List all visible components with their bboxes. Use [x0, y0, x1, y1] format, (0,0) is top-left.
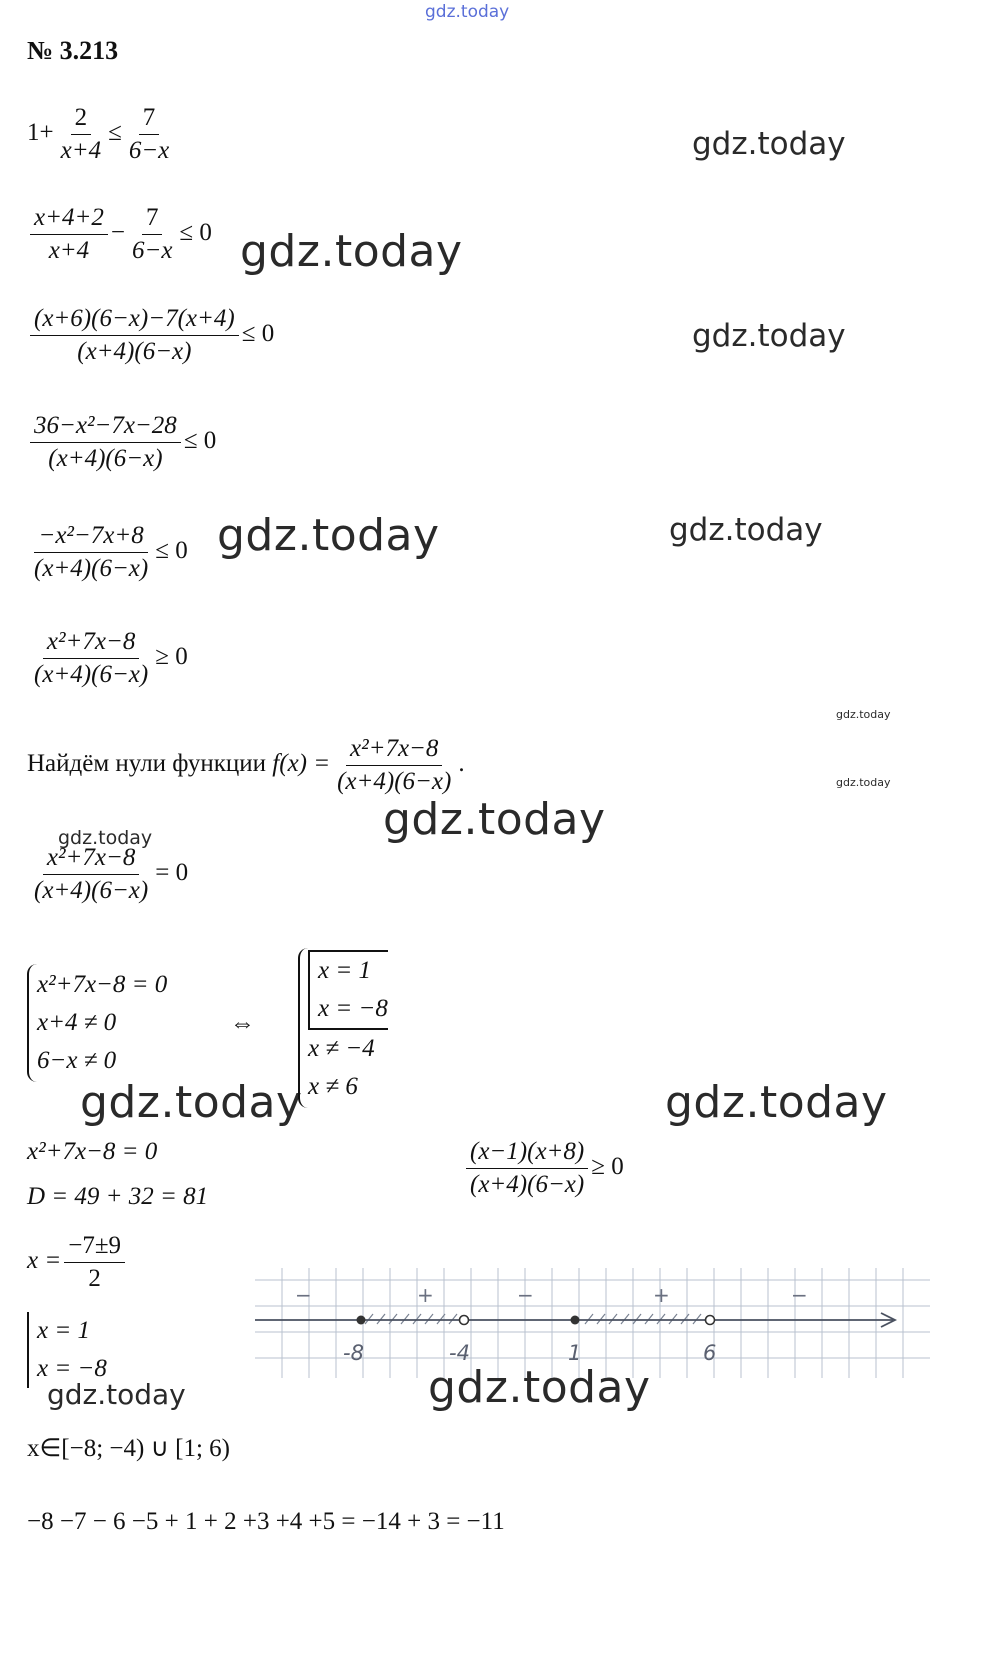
relation: ≥ 0 — [155, 643, 188, 671]
numerator: 36−x²−7x−28 — [30, 412, 181, 443]
number-line — [255, 1268, 930, 1383]
problem-number: № 3.213 — [27, 36, 119, 65]
watermark: gdz.today — [80, 1077, 303, 1128]
fraction — [30, 412, 181, 473]
numerator: 2 — [71, 104, 92, 135]
numerator: 7 — [142, 204, 163, 235]
numerator: 7 — [139, 104, 160, 135]
denominator: (x+4)(6−x) — [34, 555, 149, 582]
period: . — [458, 750, 465, 778]
fraction — [125, 104, 173, 165]
watermark: gdz.today — [692, 318, 846, 354]
inequality-step-4 — [27, 412, 216, 473]
point-label: -8 — [343, 1341, 364, 1365]
system-right — [298, 948, 388, 1108]
sign-label: − — [517, 1283, 534, 1307]
system-left — [27, 964, 167, 1082]
watermark: gdz.today — [428, 1362, 651, 1413]
discriminant: D = 49 + 32 = 81 — [27, 1183, 209, 1210]
point-filled — [571, 1316, 580, 1325]
watermark: gdz.today — [240, 226, 463, 277]
watermark: gdz.today — [58, 827, 153, 849]
system-row: x ≠ −4 — [308, 1035, 375, 1062]
denominator: 6−x — [131, 237, 173, 264]
fraction — [30, 305, 239, 366]
inequality-step-5 — [27, 522, 188, 583]
denominator: (x+4)(6−x) — [337, 768, 452, 795]
term-one: 1+ — [27, 119, 54, 147]
relation: ≤ 0 — [155, 537, 188, 565]
fraction — [30, 204, 108, 265]
denominator: (x+4)(6−x) — [34, 661, 149, 688]
watermark: gdz.today — [217, 510, 440, 561]
relation: ≤ 0 — [241, 320, 275, 348]
quadratic-equation: x²+7x−8 = 0 — [27, 1138, 158, 1165]
fraction — [64, 1232, 125, 1293]
relation: ≤ 0 — [179, 219, 212, 247]
hatching — [365, 1314, 701, 1324]
system-row: x+4 ≠ 0 — [37, 1009, 117, 1036]
point-open — [460, 1316, 469, 1325]
sign-label: − — [791, 1283, 808, 1307]
inequality-step-3 — [27, 305, 274, 366]
function-name: f(x) = — [272, 750, 331, 778]
fraction — [30, 628, 152, 689]
roots-formula — [27, 1232, 128, 1293]
watermark: gdz.today — [836, 708, 891, 721]
fraction — [57, 104, 105, 165]
root-row: x = 1 — [37, 1317, 90, 1344]
sign-label: + — [653, 1283, 670, 1307]
denominator: (x+4)(6−x) — [470, 1171, 585, 1198]
denominator: (x+4)(6−x) — [48, 445, 163, 472]
root-row: x = −8 — [37, 1355, 107, 1382]
system-brace — [298, 948, 388, 1108]
denominator: x+4 — [48, 237, 90, 264]
point-label: -4 — [449, 1341, 470, 1365]
denominator: 2 — [88, 1265, 101, 1292]
roots-lhs: x = — [27, 1247, 62, 1275]
watermark: gdz.today — [665, 1077, 888, 1128]
watermark: gdz.today — [836, 776, 891, 789]
numerator: x²+7x−8 — [346, 735, 442, 766]
point-label: 1 — [568, 1341, 582, 1365]
minus-sign: − — [110, 219, 125, 247]
find-zeros-text: Найдём нули функции — [27, 750, 267, 778]
relation: ≤ — [108, 119, 122, 147]
sign-label: − — [295, 1283, 312, 1307]
fraction — [466, 1138, 588, 1199]
point-label: 6 — [703, 1341, 717, 1365]
numerator: −7±9 — [64, 1232, 125, 1263]
set-bracket — [308, 950, 388, 1030]
watermark: gdz.today — [47, 1378, 186, 1411]
numerator: x²+7x−8 — [43, 844, 139, 875]
relation: = 0 — [155, 859, 189, 887]
inequality-step-2 — [27, 204, 212, 265]
denominator: (x+4)(6−x) — [34, 877, 149, 904]
answer: x∈[−8; −4) ∪ [1; 6) — [27, 1435, 230, 1462]
inequality-step-6 — [27, 628, 188, 689]
inequality-step-1 — [27, 104, 176, 165]
system-row: x = 1 — [318, 957, 371, 984]
numerator: x²+7x−8 — [43, 628, 139, 659]
fraction — [30, 844, 152, 905]
numerator: (x−1)(x+8) — [466, 1138, 588, 1169]
equation-zero — [27, 844, 188, 905]
numerator: x+4+2 — [30, 204, 108, 235]
equivalence-symbol: ⇔ — [230, 1010, 255, 1037]
watermark: gdz.today — [669, 512, 823, 548]
point-open — [706, 1316, 715, 1325]
system-row: 6−x ≠ 0 — [37, 1047, 117, 1074]
factored-inequality — [463, 1138, 624, 1199]
denominator: (x+4)(6−x) — [77, 338, 192, 365]
watermark-top: gdz.today — [425, 2, 510, 22]
integer-sum: −8 −7 − 6 −5 + 1 + 2 +3 +4 +5 = −14 + 3 = −11 — [27, 1508, 505, 1535]
fraction — [30, 522, 152, 583]
system-row: x ≠ 6 — [308, 1073, 358, 1100]
fraction — [333, 735, 455, 796]
numerator: −x²−7x+8 — [34, 522, 147, 553]
roots-set — [27, 1312, 107, 1388]
relation: ≤ 0 — [183, 427, 217, 455]
system-brace — [27, 964, 167, 1082]
find-zeros-line — [27, 735, 465, 796]
system-row: x²+7x−8 = 0 — [37, 971, 168, 998]
denominator: 6−x — [128, 137, 170, 164]
sign-label: + — [417, 1283, 434, 1307]
denominator: x+4 — [60, 137, 102, 164]
set-bracket — [27, 1312, 107, 1388]
relation: ≥ 0 — [591, 1153, 624, 1181]
numerator: (x+6)(6−x)−7(x+4) — [30, 305, 239, 336]
system-row: x = −8 — [318, 995, 388, 1022]
watermark: gdz.today — [383, 794, 606, 845]
point-filled — [357, 1316, 366, 1325]
watermark: gdz.today — [692, 126, 846, 162]
fraction — [128, 204, 176, 265]
